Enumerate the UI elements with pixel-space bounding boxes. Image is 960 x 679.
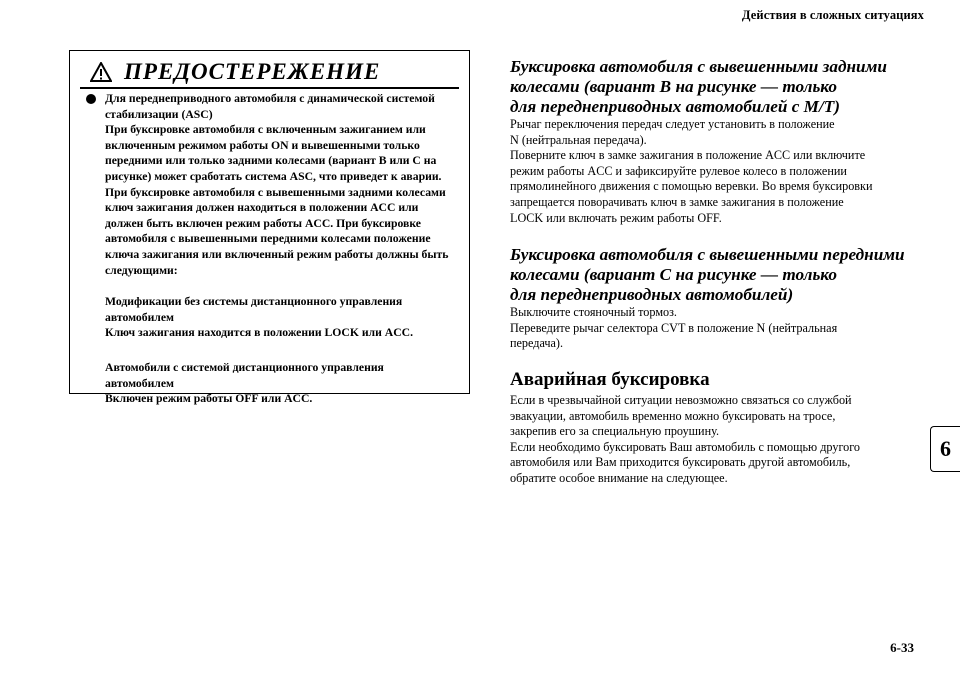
warning-title-bar: [80, 57, 459, 89]
text-line: включенным режимом работы ON и вывешенными только: [105, 138, 420, 152]
section-body: Выключите стояночный тормоз. Переведите рычаг селектора CVT в положение N (нейтральная передача).: [510, 305, 838, 351]
text-line: При буксировке автомобиля с вывешенными задними колесами: [105, 185, 446, 199]
text-line: автомобилем: [105, 376, 175, 390]
page-number: 6-33: [890, 640, 914, 655]
section-heading: Аварийная буксировка: [510, 368, 710, 390]
text-line: Для переднеприводного автомобиля с динамической системой: [105, 92, 435, 105]
text-line: автомобиля с вывешенными передними колесами положение: [105, 232, 431, 246]
right-column: [510, 57, 920, 487]
section-towing-front-lifted: [510, 245, 920, 352]
text-line: автомобилем: [105, 310, 175, 324]
running-title: Действия в сложных ситуациях: [741, 8, 924, 22]
section-body: Если в чрезвычайной ситуации невозможно связаться со службой эвакуации, автомобиль временно можно буксировать на тросе, закрепив его за специальную проушину. Если необходимо буксировать Ваш автомобиль с помощью другого автомобиля или Вам приходится буксировать другой автомобиль, обратите особое внимание на следующее.: [510, 392, 861, 485]
bullet-icon: [86, 94, 96, 104]
text-line: Включен режим работы OFF или ACC.: [105, 392, 313, 406]
text-line: следующими:: [105, 263, 178, 277]
text-line: должен быть включен режим работы ACC. При буксировке: [105, 216, 421, 230]
text-line: Модификации без системы дистанционного управления: [105, 295, 403, 309]
section-emergency-towing: [510, 369, 920, 487]
text-line: Автомобили с системой дистанционного управления: [105, 360, 384, 374]
text-line: ключа зажигания или включенный режим работы должны быть: [105, 247, 449, 261]
warning-keyless-yes: [105, 360, 462, 407]
text-line: рисунке) может сработать система ASC, что приведет к аварии.: [105, 169, 442, 183]
section-heading: Буксировка автомобиля с вывешенными задними колесами (вариант B на рисунке — только для переднеприводных автомобилей с M/T): [510, 57, 887, 116]
text-line: ключ зажигания должен находиться в положении ACC или: [105, 201, 419, 215]
warning-title: ПРЕДОСТЕРЕЖЕНИЕ: [124, 59, 381, 84]
section-body: Рычаг переключения передач следует установить в положение N (нейтральная передача). Поверните ключ в замке зажигания в положение ACC или включите режим работы ACC и зафиксируйте рулевое колесо в положении прямолинейного движения с помощью веревки. Во время буксировки запрещается поворачивать ключ в замке зажигания в положение LOCK или включать режим работы OFF.: [510, 117, 873, 225]
text-line: При буксировке автомобиля с включенным зажиганием или: [105, 123, 426, 137]
warning-triangle-icon: [90, 62, 112, 82]
text-line: передними или только задними колесами (вариант B или C на: [105, 154, 437, 168]
warning-body: [86, 91, 462, 407]
text-line: Ключ зажигания находится в положении LOCK или ACC.: [105, 326, 414, 340]
chapter-tab: 6: [930, 426, 960, 472]
section-towing-rear-lifted: [510, 57, 920, 226]
text-line: стабилизации (ASC): [105, 107, 213, 121]
warning-keyless-no: [105, 294, 462, 341]
warning-box: [69, 50, 470, 406]
section-heading: Буксировка автомобиля с вывешенными передними колесами (вариант C на рисунке — только для переднеприводных автомобилей): [510, 245, 905, 305]
warning-main-text: [105, 91, 462, 278]
